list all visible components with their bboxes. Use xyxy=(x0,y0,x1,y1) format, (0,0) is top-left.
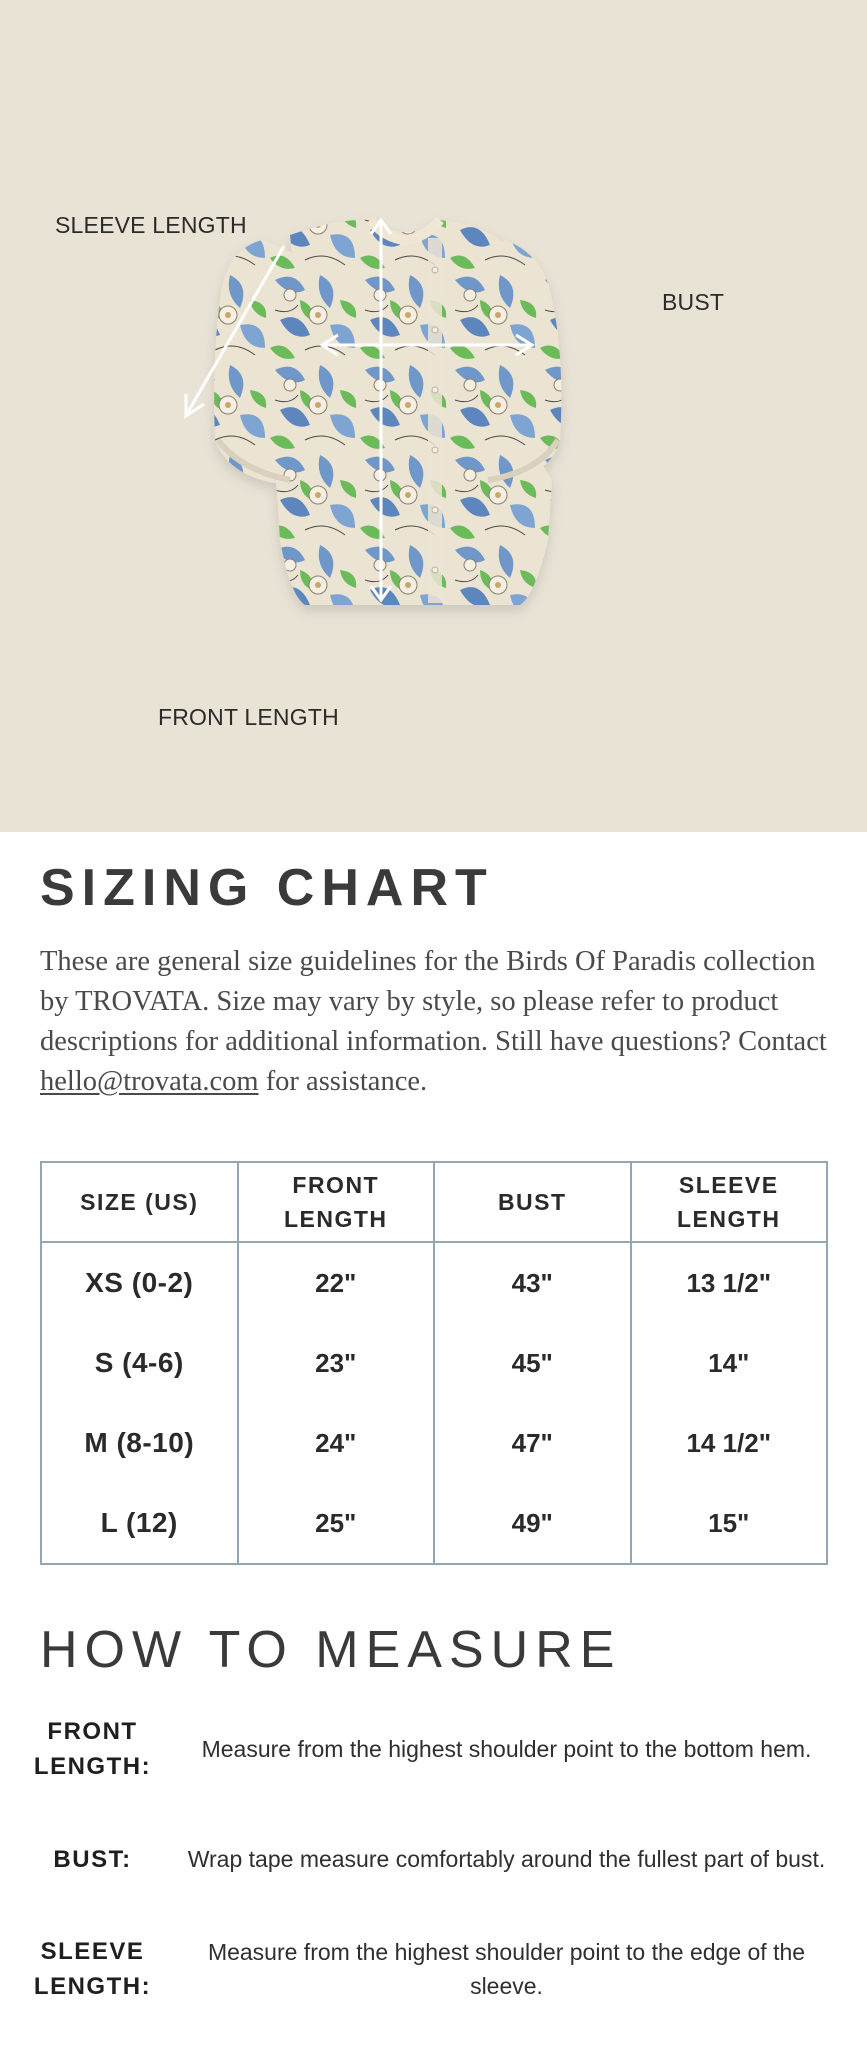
size-cell: L (12) xyxy=(41,1483,238,1564)
bust-cell: 43" xyxy=(434,1242,631,1323)
bust-cell: 45" xyxy=(434,1323,631,1403)
size-cell: XS (0-2) xyxy=(41,1242,238,1323)
sleeve-length-cell: 14" xyxy=(631,1323,828,1403)
measure-label: FRONT LENGTH: xyxy=(33,1718,152,1780)
email-link[interactable]: hello@trovata.com xyxy=(40,1066,259,1097)
sizing-table xyxy=(40,1161,828,1565)
bust-cell: 47" xyxy=(434,1403,631,1483)
measure-text: Wrap tape measure comfortably around the fullest part of bust. xyxy=(187,1846,826,1872)
header-size: SIZE (US) xyxy=(41,1162,238,1242)
header-front-length: FRONT LENGTH xyxy=(238,1162,435,1242)
measure-text: Measure from the highest shoulder point to the edge of the sleeve. xyxy=(207,1939,806,1999)
sleeve-length-cell: 14 1/2" xyxy=(631,1403,828,1483)
header-sleeve-length: SLEEVE LENGTH xyxy=(631,1162,828,1242)
header-bust: BUST xyxy=(434,1162,631,1242)
front-length-cell: 22" xyxy=(238,1242,435,1323)
front-length-cell: 23" xyxy=(238,1323,435,1403)
measure-label: SLEEVE LENGTH: xyxy=(33,1938,152,2000)
table-row xyxy=(41,1242,827,1323)
table-row xyxy=(41,1323,827,1403)
sleeve-length-label: SLEEVE LENGTH xyxy=(55,212,247,238)
front-length-cell: 24" xyxy=(238,1403,435,1483)
intro-text: These are general size guidelines for the Birds Of Paradis collection by TROVATA. Size may vary by style, so please refer to product descriptions for additional information. Still have questions? Contact xyxy=(40,946,827,1057)
size-cell: M (8-10) xyxy=(41,1403,238,1483)
measure-item-sleeve-length xyxy=(30,1932,840,2006)
measure-text: Measure from the highest shoulder point to the bottom hem. xyxy=(201,1736,812,1762)
table-header-row xyxy=(41,1162,827,1242)
bust-cell: 49" xyxy=(434,1483,631,1564)
measure-item-front-length xyxy=(30,1712,840,1786)
measurement-diagram xyxy=(0,0,867,832)
intro-suffix: for assistance. xyxy=(258,1066,428,1097)
measure-label: BUST: xyxy=(53,1845,132,1873)
how-to-measure-title: HOW TO MEASURE xyxy=(40,1621,622,1679)
sizing-intro xyxy=(40,942,840,1102)
measure-item-bust xyxy=(30,1822,840,1896)
front-length-cell: 25" xyxy=(238,1483,435,1564)
sizing-chart-title: SIZING CHART xyxy=(40,859,494,917)
table-row xyxy=(41,1483,827,1564)
front-length-label: FRONT LENGTH xyxy=(158,704,339,730)
size-cell: S (4-6) xyxy=(41,1323,238,1403)
table-row xyxy=(41,1403,827,1483)
sleeve-length-cell: 13 1/2" xyxy=(631,1242,828,1323)
sleeve-length-cell: 15" xyxy=(631,1483,828,1564)
blouse-illustration xyxy=(0,0,867,832)
bust-label: BUST xyxy=(662,289,725,315)
